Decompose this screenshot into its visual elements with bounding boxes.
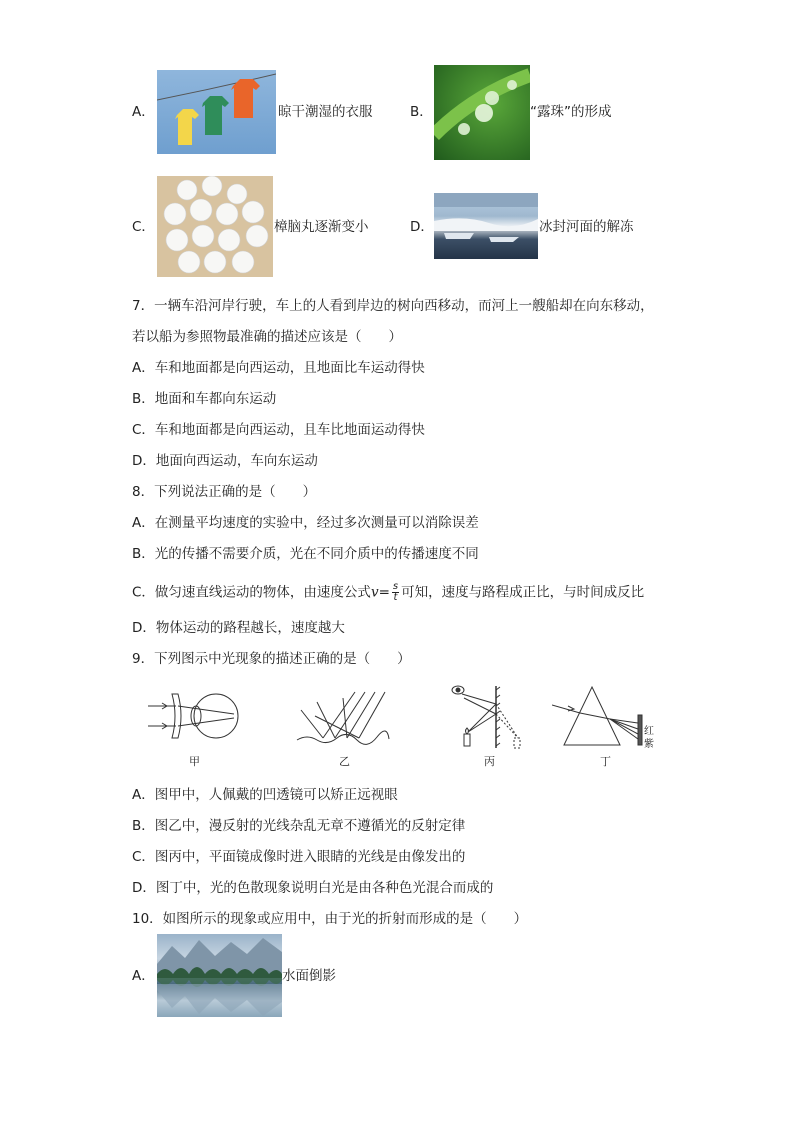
mothballs-photo [157,176,273,277]
speed-formula-fraction [392,582,399,603]
q7-stem-line1: 7．一辆车沿河岸行驶，车上的人看到岸边的树向西移动，而河上一艘船却在向东移动， [132,298,654,314]
diagram-jia-label: 甲 [189,755,200,768]
prism-violet-label: 紫 [644,739,654,750]
q8-option-b: B．光的传播不需要介质，光在不同介质中的传播速度不同 [132,546,479,562]
frozen-river-photo [434,193,538,259]
speed-symbol: v [370,584,379,601]
clothes-drying-photo [157,70,276,154]
diagram-ding-prism-dispersion [552,683,648,749]
q10-option-a-label: A． [132,968,155,984]
q6-option-b-caption: “露珠”的形成 [530,104,612,120]
diagram-ding-label: 丁 [600,755,611,768]
q6-option-a-caption: 晾干潮湿的衣服 [278,104,373,120]
dew-drops-photo [434,65,530,160]
q8-option-c-pre: C．做匀速直线运动的物体，由速度公式 [132,584,371,601]
q8-stem: 8．下列说法正确的是（ ） [132,484,317,500]
q8-option-c-post: 可知，速度与路程成正比，与时间成反比 [401,584,645,601]
q7-option-c: C．车和地面都是向西运动，且车比地面运动得快 [132,422,425,438]
q6-option-d-caption: 冰封河面的解冻 [539,219,634,235]
q9-option-c: C．图丙中，平面镜成像时进入眼睛的光线是由像发出的 [132,849,466,865]
diagram-bing-label: 丙 [484,755,495,768]
fraction-numerator: s [392,581,399,592]
q6-option-c-caption: 樟脑丸逐渐变小 [274,219,369,235]
prism-red-label: 红 [644,726,654,737]
diagram-yi-diffuse-reflection [295,690,390,746]
q9-stem: 9．下列图示中光现象的描述正确的是（ ） [132,651,411,667]
q8-option-a: A．在测量平均速度的实验中，经过多次测量可以消除误差 [132,515,479,531]
equals-sign: = [378,584,390,601]
q7-option-b: B．地面和车都向东运动 [132,391,277,407]
q10-option-a-caption: 水面倒影 [282,968,336,984]
q7-option-d: D．地面向西运动，车向东运动 [132,453,318,469]
diagram-bing-plane-mirror [448,682,524,752]
q7-stem-line2: 若以船为参照物最准确的描述应该是（ ） [132,329,402,345]
diagram-yi-label: 乙 [339,755,350,768]
fraction-denominator: t [393,592,398,603]
water-reflection-photo [157,934,282,1017]
q9-option-a: A．图甲中，人佩戴的凹透镜可以矫正远视眼 [132,787,398,803]
q6-option-d-label: D． [410,219,434,235]
q10-stem: 10．如图所示的现象或应用中，由于光的折射而形成的是（ ） [132,911,528,927]
q6-option-a-label: A． [132,104,155,120]
q8-option-c [132,582,644,603]
q7-option-a: A．车和地面都是向西运动，且地面比车运动得快 [132,360,425,376]
q8-option-d: D．物体运动的路程越长，速度越大 [132,620,345,636]
q9-option-d: D．图丁中，光的色散现象说明白光是由各种色光混合而成的 [132,880,494,896]
diagram-jia-concave-lens-eye [148,684,240,748]
q6-option-c-label: C． [132,219,155,235]
q6-option-b-label: B． [410,104,433,120]
q9-option-b: B．图乙中，漫反射的光线杂乱无章不遵循光的反射定律 [132,818,466,834]
